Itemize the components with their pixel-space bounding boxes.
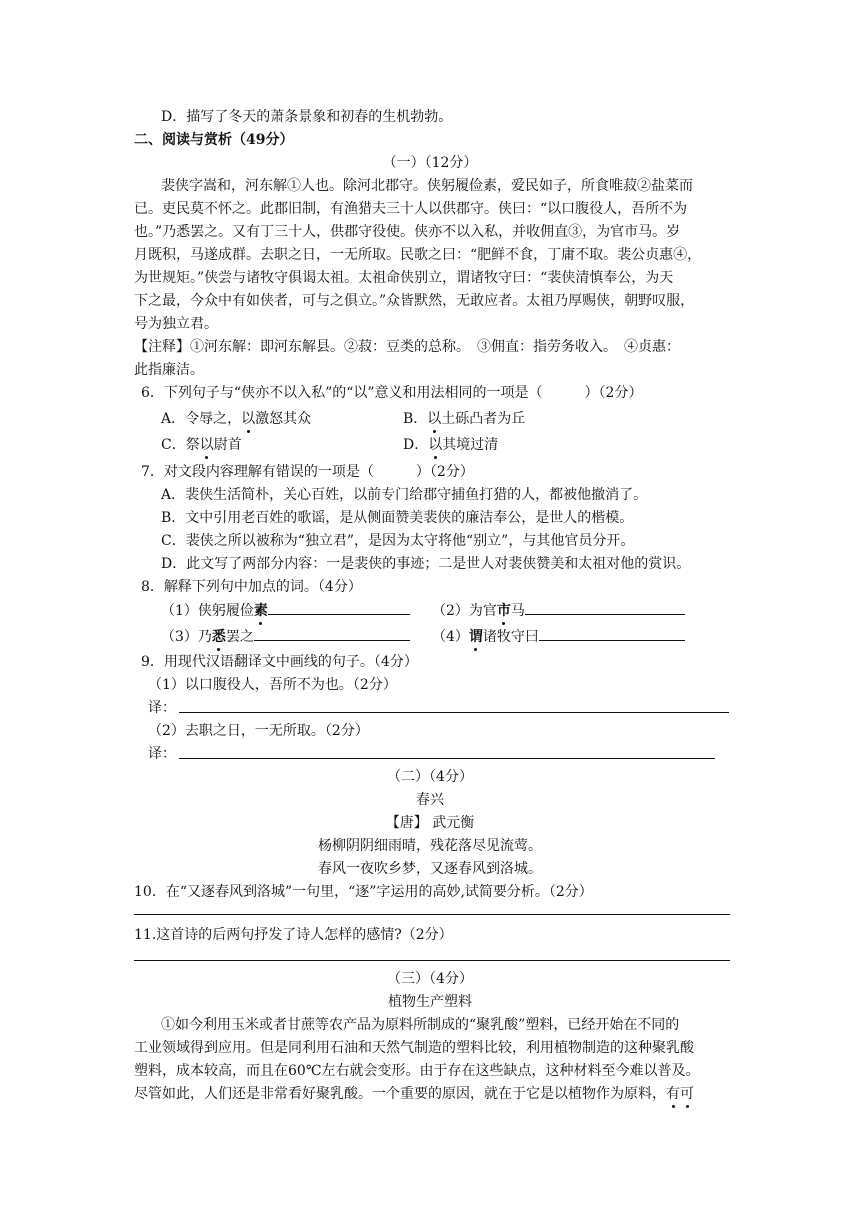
option-text: B． xyxy=(403,411,428,427)
dotted-char: 可 xyxy=(680,1086,694,1102)
dotted-char: 谓 xyxy=(468,629,483,645)
option-text: 其境过清 xyxy=(442,437,499,453)
dotted-char: 以 xyxy=(241,411,256,427)
question-8-item-1 xyxy=(161,600,410,620)
answer-line[interactable] xyxy=(179,758,715,759)
article-line xyxy=(134,1084,694,1104)
question-10-stem: 10．在“又逐春风到洛城”一句里，“逐”字运用的高妙,试简要分析。（2分） xyxy=(134,884,593,900)
item-text: （2）为官 xyxy=(432,603,497,619)
article-title: 植物生产塑料 xyxy=(388,994,472,1010)
part1-header: （一）（12分） xyxy=(382,155,478,171)
poem-title: 春兴 xyxy=(416,792,444,808)
notes-line: 【注释】①河东解：即河东解县。②菽：豆类的总称。 ③佣直：指劳务收入。 ④贞惠： xyxy=(134,339,680,355)
passage-line: 已。吏民莫不怀之。此郡旧制，有渔猎夫三十人以供郡守。侠曰：“以口腹役人，吾所不为 xyxy=(134,201,688,217)
item-text: （4） xyxy=(432,629,469,645)
question-8-item-2 xyxy=(432,600,685,620)
question-7-option-c[interactable]: C．裴侠之所以被称为“独立君”，是因为太守将他“别立”，与其他官员分开。 xyxy=(161,533,635,549)
answer-blank[interactable] xyxy=(268,600,410,615)
article-line: ①如今利用玉米或者甘蔗等农产品为原料所制成的“聚乳酸”塑料，已经开始在不同的 xyxy=(161,1017,680,1033)
dotted-char: 以 xyxy=(428,437,443,453)
option-text: 尉首 xyxy=(213,437,242,453)
question-8-stem: 8．解释下列句中加点的词。（4分） xyxy=(141,579,362,595)
question-7-option-a[interactable]: A．裴侠生活简朴，关心百姓，以前专门给郡守捕鱼打猎的人，都被他撤消了。 xyxy=(161,487,648,503)
option-text: A．令辱之， xyxy=(161,411,242,427)
article-text: 尽管如此，人们还是非常看好聚乳酸。一个重要的原因，就在于它是以植物作为原料， xyxy=(134,1086,666,1102)
passage-line: 月既积，马遂成群。去职之日，一无所取。民歌之曰：“肥鲜不食，丁庸不取。裴公贞惠④， xyxy=(134,247,702,263)
dotted-char: 市 xyxy=(496,603,511,619)
translation-label: 译： xyxy=(148,746,176,762)
passage-line: 也。”乃悉罢之。又有丁三十人，供郡守役使。侠亦不以入私，并收佣直③，为官市马。岁 xyxy=(134,224,681,240)
prev-option-d: D．描写了冬天的萧条景象和初春的生机勃勃。 xyxy=(161,109,453,125)
poem-line: 杨柳阴阴细雨晴，残花落尽见流莺。 xyxy=(318,838,542,854)
option-text: 激怒其众 xyxy=(255,411,312,427)
passage-line: 为世规矩。”侠尝与诸牧守俱谒太祖。太祖命侠别立，谓诸牧守曰：“裴侠清慎奉公，为天 xyxy=(134,270,674,286)
question-7-option-d[interactable]: D．此文写了两部分内容：一是裴侠的事迹；二是世人对裴侠赞美和太祖对他的赏识。 xyxy=(161,556,691,572)
item-text: 诸牧守曰 xyxy=(482,629,539,645)
answer-blank[interactable] xyxy=(254,626,410,641)
dotted-char: 以 xyxy=(427,411,442,427)
answer-line[interactable] xyxy=(134,914,730,915)
passage-line: 裴侠字嵩和，河东解①人也。除河北郡守。侠躬履俭素，爱民如子，所食唯菽②盐菜而 xyxy=(161,178,693,194)
article-line: 工业领域得到应用。但是同利用石油和天然气制造的塑料比较，利用植物制造的这种聚乳酸 xyxy=(134,1040,694,1056)
question-8-item-3 xyxy=(161,626,410,646)
notes-line: 此指廉洁。 xyxy=(134,362,204,378)
answer-line[interactable] xyxy=(179,712,729,713)
answer-blank[interactable] xyxy=(539,626,685,641)
option-text: D． xyxy=(403,437,429,453)
option-text: 土砾凸者为丘 xyxy=(441,411,526,427)
question-6-stem: 6．下列句子与“侠亦不以入私”的“以”意义和用法相同的一项是（ ）（2分） xyxy=(141,385,643,401)
dotted-char: 素 xyxy=(253,603,268,619)
question-6-option-d[interactable] xyxy=(403,435,498,455)
question-8-item-4 xyxy=(432,626,685,646)
question-9-sentence-2: （2）去职之日，一无所取。（2分） xyxy=(148,723,369,739)
item-text: （1）侠躬履俭 xyxy=(161,603,254,619)
dotted-char: 悉 xyxy=(211,629,226,645)
question-9-stem: 9．用现代汉语翻译文中画线的句子。（4分） xyxy=(141,654,418,670)
poem-line: 春风一夜吹乡梦，又逐春风到洛城。 xyxy=(318,861,542,877)
item-text: 罢之 xyxy=(225,629,254,645)
question-11-stem: 11.这首诗的后两句抒发了诗人怎样的感情?（2分） xyxy=(134,927,453,943)
article-line: 塑料，成本较高，而且在60℃左右就会变形。由于存在这些缺点，这种材料至今难以普及。 xyxy=(134,1063,700,1079)
question-6-option-c[interactable] xyxy=(161,435,242,455)
dotted-char: 以 xyxy=(199,437,214,453)
poem-author: 【唐】 武元衡 xyxy=(385,815,475,831)
part3-header: （三）（4分） xyxy=(387,971,473,987)
passage-line: 下之最，今众中有如侠者，可与之俱立。”众皆默然，无敢应者。太祖乃厚赐侠，朝野叹服， xyxy=(134,293,695,309)
answer-blank[interactable] xyxy=(525,600,685,615)
passage-line: 号为独立君。 xyxy=(134,316,218,332)
section2-title: 二、阅读与赏析（49分） xyxy=(134,132,294,148)
answer-line[interactable] xyxy=(134,960,730,961)
item-text: （3）乃 xyxy=(161,629,212,645)
question-6-option-b[interactable] xyxy=(403,409,525,429)
dotted-char: 有 xyxy=(666,1086,680,1102)
translation-label: 译： xyxy=(148,700,176,716)
question-7-option-b[interactable]: B．文中引用老百姓的歌谣，是从侧面赞美裴侠的廉洁奉公，是世人的楷模。 xyxy=(161,510,634,526)
question-7-stem: 7．对文段内容理解有错误的一项是（ ）（2分） xyxy=(141,464,474,480)
part2-header: （二）（4分） xyxy=(387,769,473,785)
question-9-sentence-1: （1）以口腹役人，吾所不为也。（2分） xyxy=(148,677,397,693)
item-text: 马 xyxy=(510,603,525,619)
option-text: C．祭 xyxy=(161,437,200,453)
question-6-option-a[interactable] xyxy=(161,409,311,429)
